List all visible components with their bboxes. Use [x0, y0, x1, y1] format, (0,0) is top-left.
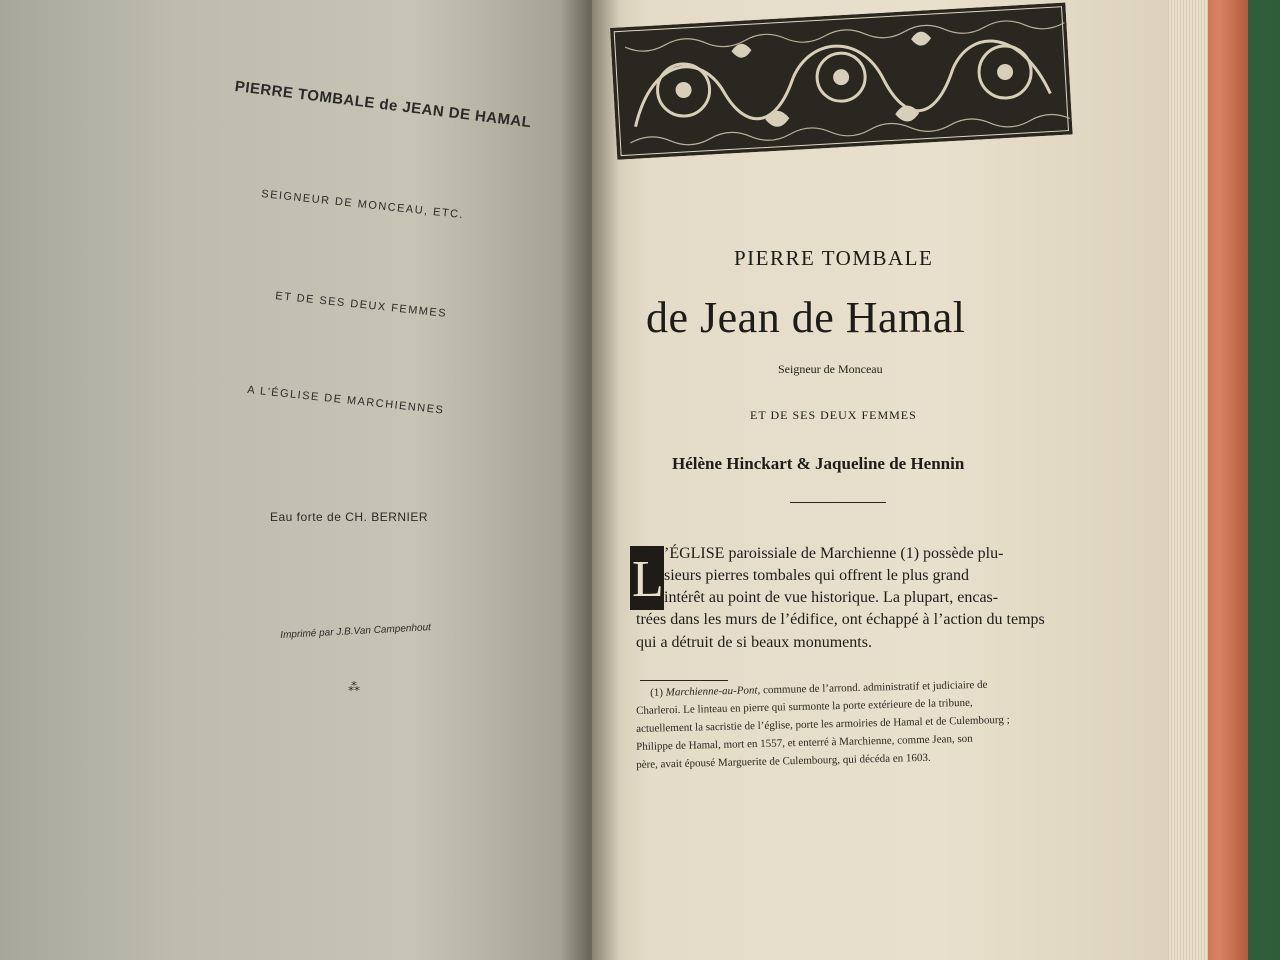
book-gutter — [560, 0, 620, 960]
left-page — [0, 0, 592, 960]
body-line-5: qui a détruit de si beaux monuments. — [636, 634, 872, 651]
body-line-1 — [664, 545, 1003, 563]
drop-cap — [630, 546, 664, 610]
headpiece-ornament-icon — [610, 3, 1073, 160]
printer-credit: Imprimé par J.B.Van Campenhout — [280, 622, 432, 641]
footnote-line-5: père, avait épousé Marguerite de Culembourg, qui décéda en 1603. — [636, 751, 931, 771]
title-divider — [790, 502, 886, 503]
footnote-marker: (1) — [650, 686, 666, 699]
body-line-3: intérêt au point de vue historique. La plupart, encas- — [664, 589, 999, 606]
page-title: de Jean de Hamal — [646, 293, 966, 342]
left-page-subtitle-2: ET DE SES DEUX FEMMES — [274, 290, 448, 320]
body-line-1-rest: paroissiale de Marchienne (1) possède plu- — [724, 545, 1004, 562]
ornament-glyph: ⁂ — [348, 680, 360, 694]
drop-cap-letter: L — [632, 551, 664, 608]
footnote-line-3: actuellement la sacristie de l’église, porte les armoiries de Hamal et de Culembourg ; — [636, 713, 1010, 735]
body-lead-small-caps: ’ÉGLISE — [664, 545, 725, 562]
footnote-divider — [640, 680, 728, 681]
left-page-subtitle-1: SEIGNEUR DE MONCEAU, ETC. — [260, 188, 465, 222]
left-page-title: PIERRE TOMBALE de JEAN DE HAMAL — [233, 78, 533, 132]
page-kicker: PIERRE TOMBALE — [734, 246, 934, 270]
lord-line: Seigneur de Monceau — [778, 362, 883, 376]
footnote-line-2: Charleroi. Le linteau en pierre qui surmonte la porte extérieure de la tribune, — [636, 696, 973, 717]
left-page-subtitle-3: A L'ÉGLISE DE MARCHIENNES — [246, 384, 445, 417]
etching-credit: Eau forte de CH. BERNIER — [270, 510, 429, 524]
footnote-line-1-rest: , commune de l’arrond. administratif et judiciaire de — [757, 678, 988, 697]
footnote-place: Marchienne-au-Pont — [665, 684, 758, 699]
body-line-2: sieurs pierres tombales qui offrent le plus grand — [664, 567, 969, 584]
names-line: Hélène Hinckart & Jaqueline de Hennin — [672, 454, 965, 473]
body-line-4: trées dans les murs de l’édifice, ont échappé à l’action du temps — [636, 611, 1045, 628]
wives-line: ET DE SES DEUX FEMMES — [750, 408, 917, 422]
footnote-line-4: Philippe de Hamal, mort en 1557, et enterré à Marchienne, comme Jean, son — [636, 732, 973, 753]
